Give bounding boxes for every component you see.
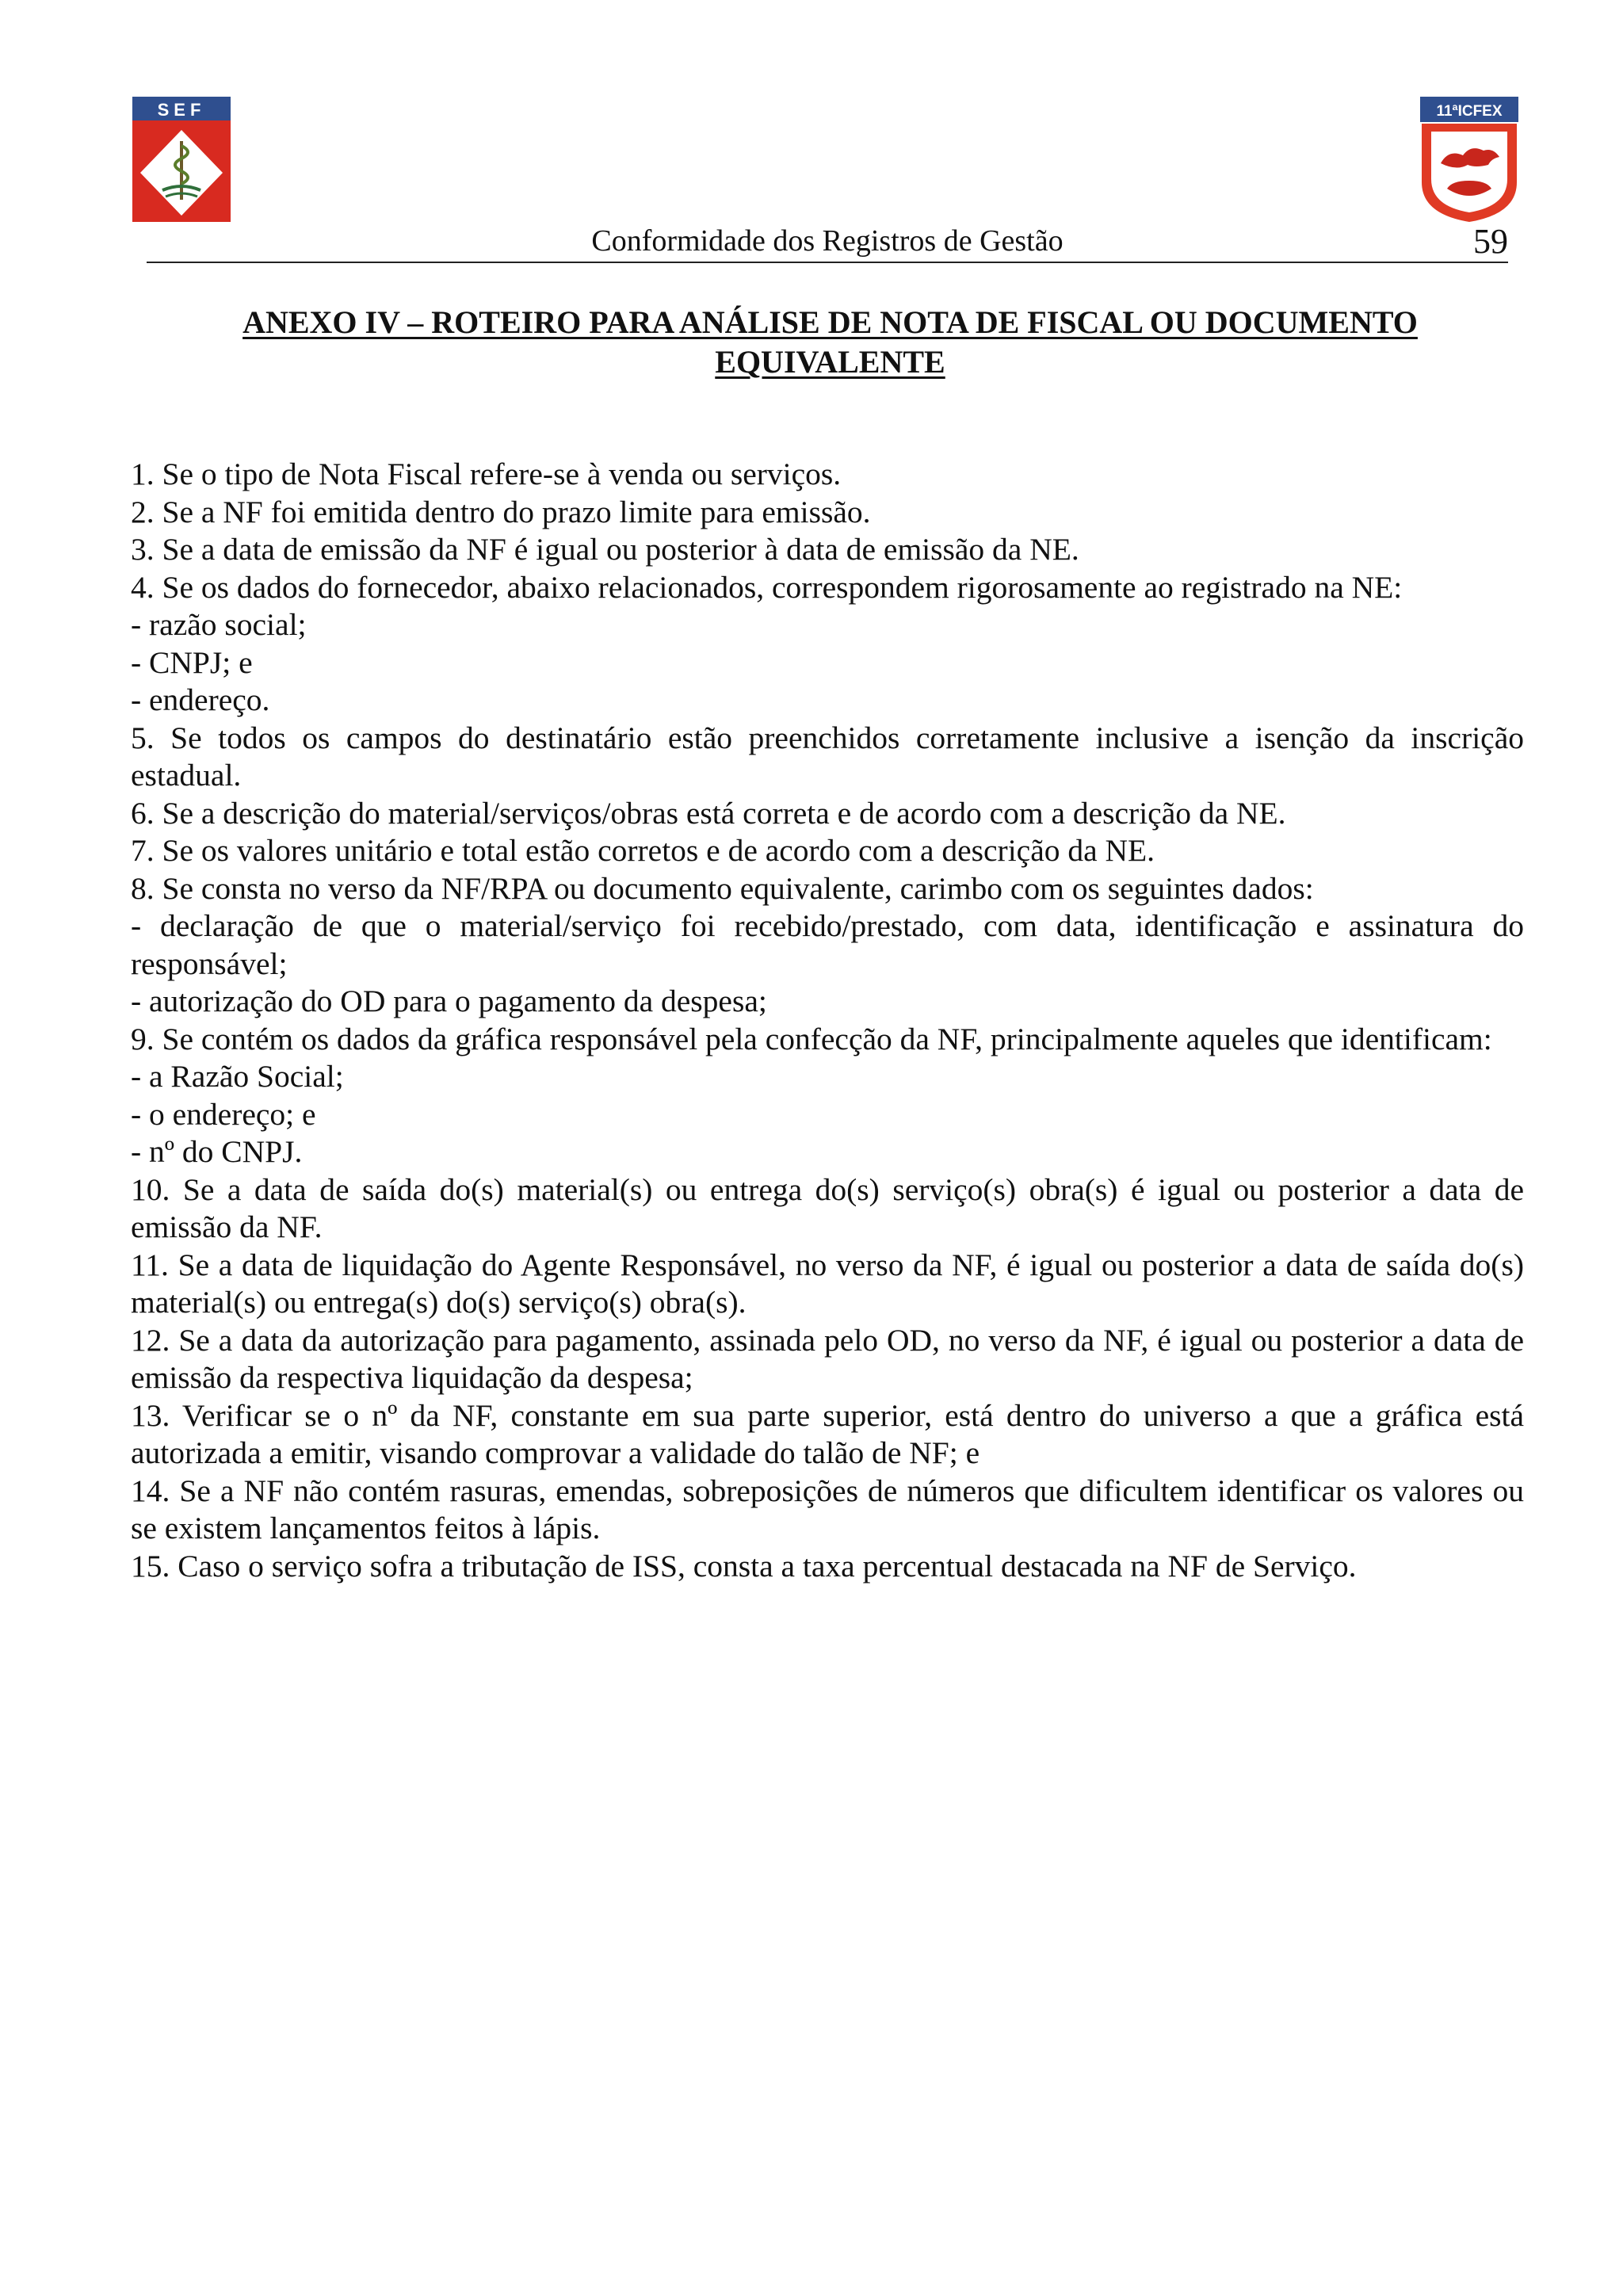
page-number: 59 [1473,222,1508,261]
checklist-body [131,456,1524,1585]
checklist-line: 15. Caso o serviço sofra a tributação de ISS, consta a taxa percentual destacada na NF de Serviço. [131,1548,1357,1584]
document-title-line2: EQUIVALENTE [715,344,945,380]
page-header [147,223,1508,263]
header-title: Conformidade dos Registros de Gestão [591,224,1064,258]
checklist-line: - o endereço; e [131,1096,316,1132]
document-title [190,303,1470,382]
checklist-line: 3. Se a data de emissão da NF é igual ou posterior à data de emissão da NE. [131,532,1079,567]
checklist-line: 13. Verificar se o nº da NF, constante em sua parte superior, está dentro do universo a que a gráfica está autorizada a emitir, visando comprovar a validade do talão de NF; e [131,1397,1524,1470]
checklist-line: - autorização do OD para o pagamento da despesa; [131,984,767,1018]
checklist-line: 9. Se contém os dados da gráfica responsável pela confecção da NF, principalmente aqueles que identificam: [131,1021,1492,1056]
icfex-logo [1419,95,1520,223]
checklist-line: - endereço. [131,682,270,717]
checklist-line: 11. Se a data de liquidação do Agente Responsável, no verso da NF, é igual ou posterior a data de saída do(s) material(s) ou entrega(s) do(s) serviço(s) obra(s). [131,1247,1524,1320]
checklist-line: - CNPJ; e [131,644,253,680]
checklist-line: 8. Se consta no verso da NF/RPA ou documento equivalente, carimbo com os seguintes dados: [131,870,1314,906]
sef-shield-icon [131,95,232,223]
checklist-line: 6. Se a descrição do material/serviços/obras está correta e de acordo com a descrição da NE. [131,795,1286,831]
checklist-line: 5. Se todos os campos do destinatário estão preenchidos corretamente inclusive a isenção da inscrição estadual. [131,720,1524,793]
document-title-line1: ANEXO IV – ROTEIRO PARA ANÁLISE DE NOTA DE FISCAL OU DOCUMENTO [242,304,1418,340]
checklist-line: 7. Se os valores unitário e total estão corretos e de acordo com a descrição da NE. [131,833,1155,868]
checklist-line: - nº do CNPJ. [131,1134,303,1169]
checklist-line: - declaração de que o material/serviço foi recebido/prestado, com data, identificação e assinatura do responsável; [131,908,1524,981]
checklist-line: 12. Se a data da autorização para pagamento, assinada pelo OD, no verso da NF, é igual ou posterior a data de emissão da respectiva liquidação da despesa; [131,1322,1524,1395]
checklist-line: - a Razão Social; [131,1059,344,1094]
checklist-line: - razão social; [131,607,307,642]
checklist-line: 10. Se a data de saída do(s) material(s) ou entrega do(s) serviço(s) obra(s) é igual ou posterior a data de emissão da NF. [131,1171,1524,1244]
sef-logo-text: SEF [157,100,206,120]
checklist-line: 4. Se os dados do fornecedor, abaixo relacionados, correspondem rigorosamente ao registrado na NE: [131,569,1403,605]
checklist-line: 1. Se o tipo de Nota Fiscal refere-se à venda ou serviços. [131,457,842,491]
icfex-shield-icon [1419,95,1520,223]
checklist-line: 14. Se a NF não contém rasuras, emendas, sobreposições de números que dificultem identificar os valores ou se existem lançamentos feitos à lápis. [131,1473,1524,1545]
icfex-logo-text: 11ªICFEX [1436,103,1503,120]
checklist-line: 2. Se a NF foi emitida dentro do prazo limite para emissão. [131,494,871,529]
sef-logo [131,95,232,223]
